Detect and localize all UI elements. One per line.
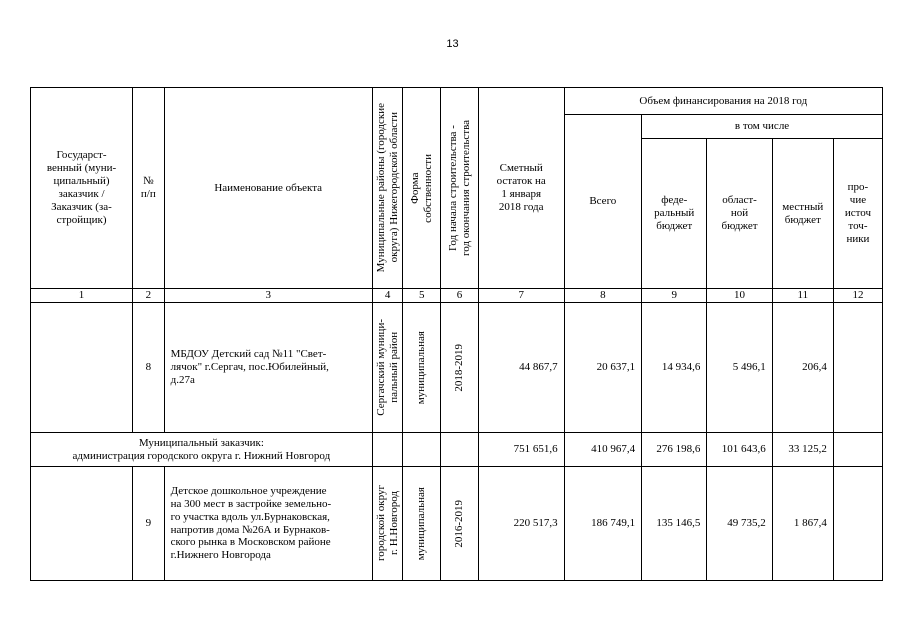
- subtotal-label: Муниципальный заказчик: администрация городского округа г. Нижний Новгород: [31, 433, 373, 467]
- row-number: 9: [133, 467, 165, 581]
- object-name: Детское дошкольное учреждение на 300 мест в застройке земельно- го участка вдоль ул.Бурнаковская, напротив дома №26А и Бурнаков- ского рынка в Московском районе г.Нижнего Новгорода: [164, 467, 372, 581]
- column-number: 12: [833, 289, 882, 303]
- column-number: 9: [642, 289, 707, 303]
- years-cell: 2018-2019: [441, 303, 479, 433]
- column-number: 4: [372, 289, 403, 303]
- local-value: 206,4: [772, 303, 833, 433]
- column-number: 8: [564, 289, 642, 303]
- ownership-cell: муниципальная: [403, 303, 441, 433]
- other-value: [833, 467, 882, 581]
- subtotal-regional: 101 643,6: [707, 433, 772, 467]
- column-number: 6: [441, 289, 479, 303]
- federal-value: 14 934,6: [642, 303, 707, 433]
- district-cell: городской округ г. Н.Новгород: [372, 467, 403, 581]
- header-total: Всего: [564, 115, 642, 289]
- ownership-cell: муниципальная: [403, 467, 441, 581]
- empty-cell: [441, 433, 479, 467]
- header-other: про- чие источ точ- ники: [833, 139, 882, 289]
- subtotal-federal: 276 198,6: [642, 433, 707, 467]
- subtotal-other: [833, 433, 882, 467]
- column-number: 2: [133, 289, 165, 303]
- column-number: 1: [31, 289, 133, 303]
- header-customer: Государст- венный (муни- ципальный) заказчик / Заказчик (за- стройщик): [31, 88, 133, 289]
- header-estimated: Сметный остаток на 1 января 2018 года: [478, 88, 564, 289]
- empty-cell: [403, 433, 441, 467]
- subtotal-row: [31, 433, 883, 467]
- district-cell: Сергачский муници- пальный район: [372, 303, 403, 433]
- header-num: № п/п: [133, 88, 165, 289]
- column-number: 10: [707, 289, 772, 303]
- customer-cell: [31, 303, 133, 433]
- table-row: [31, 303, 883, 433]
- header-local: местный бюджет: [772, 139, 833, 289]
- header-regional: област- ной бюджет: [707, 139, 772, 289]
- header-object-name: Наименование объекта: [164, 88, 372, 289]
- header-years: Год начала строительства - год окончания строительства: [441, 88, 479, 289]
- other-value: [833, 303, 882, 433]
- header-funding: Объем финансирования на 2018 год: [564, 88, 882, 115]
- object-name: МБДОУ Детский сад №11 "Свет- лячок" г.Сергач, пос.Юбилейный, д.27а: [164, 303, 372, 433]
- column-number: 11: [772, 289, 833, 303]
- subtotal-total: 410 967,4: [564, 433, 642, 467]
- column-numbers-row: [31, 289, 883, 303]
- column-number: 5: [403, 289, 441, 303]
- row-number: 8: [133, 303, 165, 433]
- financing-table: [30, 87, 883, 581]
- local-value: 1 867,4: [772, 467, 833, 581]
- subtotal-estimated: 751 651,6: [478, 433, 564, 467]
- header-including: в том числе: [642, 115, 883, 139]
- header-federal: феде- ральный бюджет: [642, 139, 707, 289]
- column-number: 3: [164, 289, 372, 303]
- regional-value: 49 735,2: [707, 467, 772, 581]
- empty-cell: [372, 433, 403, 467]
- total-value: 20 637,1: [564, 303, 642, 433]
- header-districts: Муниципальные районы (городские округа) Нижегородской области: [372, 88, 403, 289]
- header-ownership: Форма собственности: [403, 88, 441, 289]
- estimated-value: 220 517,3: [478, 467, 564, 581]
- estimated-value: 44 867,7: [478, 303, 564, 433]
- years-cell: 2016-2019: [441, 467, 479, 581]
- federal-value: 135 146,5: [642, 467, 707, 581]
- table-row: [31, 467, 883, 581]
- customer-cell: [31, 467, 133, 581]
- subtotal-local: 33 125,2: [772, 433, 833, 467]
- column-number: 7: [478, 289, 564, 303]
- total-value: 186 749,1: [564, 467, 642, 581]
- page-number: 13: [446, 38, 459, 50]
- regional-value: 5 496,1: [707, 303, 772, 433]
